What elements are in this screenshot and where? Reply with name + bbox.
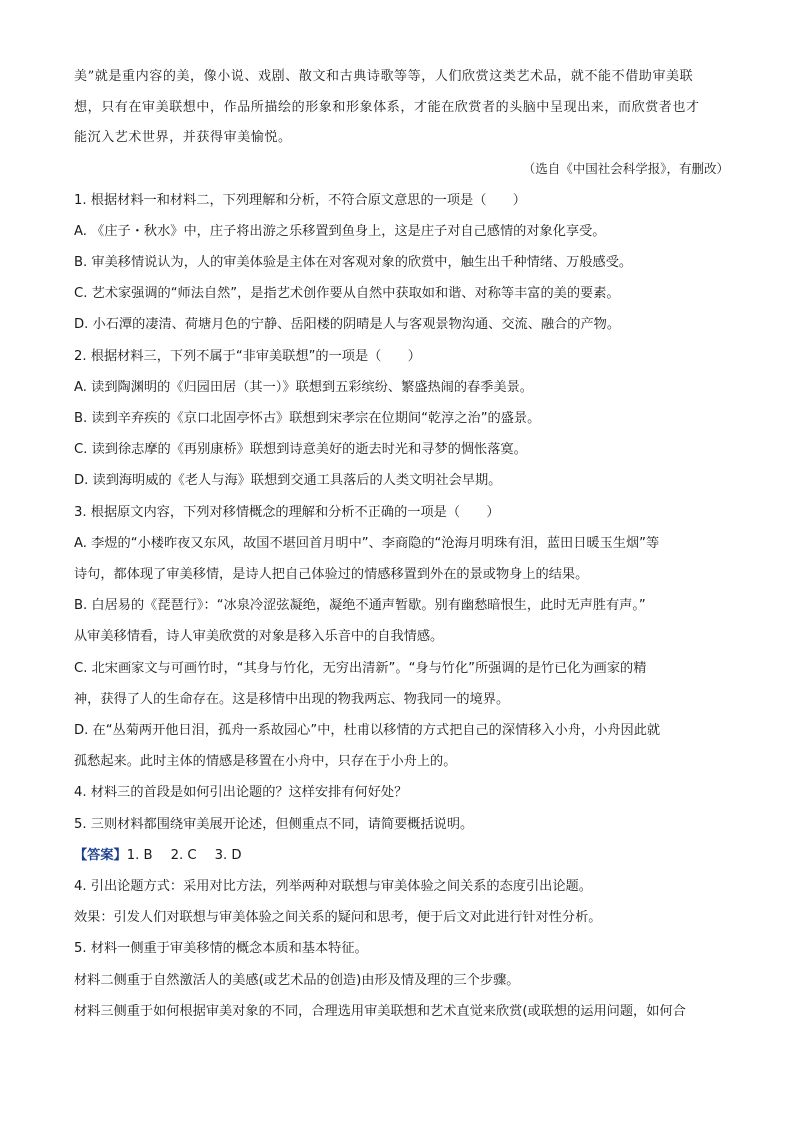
- questions: [74, 185, 724, 1027]
- answer-line: 效果：引发人们对联想与审美体验之间关系的疑问和思考，便于后文对此进行针对性分析。: [74, 910, 602, 926]
- question-stem: 3. 根据原文内容，下列对移情概念的理解和分析不正确的一项是（ ）: [74, 504, 500, 520]
- passage-line: 美”就是重内容的美，像小说、戏剧、散文和古典诗歌等等，人们欣赏这类艺术品，就不能不借助审美联: [74, 69, 694, 84]
- passage-line: 想，只有在审美联想中，作品所描绘的形象和形象体系，才能在欣赏者的头脑中呈现出来，而欣赏者也才: [74, 99, 700, 115]
- option-line: 神，获得了人的生命存在。这是移情中出现的物我两忘、物我同一的境界。: [74, 691, 510, 707]
- option-line: B. 审美移情说认为，人的审美体验是主体在对客观对象的欣赏中，触生出千种情绪、万般感受。: [74, 254, 633, 270]
- option-line: A. 李煜的“小楼昨夜又东风，故国不堪回首月明中”、李商隐的“沧海月明珠有泪，蓝田日暖玉生烟”等: [74, 535, 660, 551]
- answer-tag: 【答案】: [74, 847, 127, 863]
- question-stem: 5. 三则材料都围绕审美展开论述，但侧重点不同，请简要概括说明。: [74, 816, 474, 832]
- option-line: 诗句，都体现了审美移情，是诗人把自己体验过的情感移置到外在的景或物身上的结果。: [74, 566, 589, 582]
- passage-line: 能沉入艺术世界，并获得审美愉悦。: [74, 130, 292, 145]
- source-citation: （选自《中国社会科学报》，有删改）: [522, 160, 729, 176]
- answer-item: 1. B: [126, 847, 153, 863]
- option-line: A. 《庄子・秋水》中，庄子将出游之乐移置到鱼身上，这是庄子对自己感情的对象化享受。: [74, 223, 606, 239]
- option-line: C. 艺术家强调的“师法自然”，是指艺术创作要从自然中获取如和谐、对称等丰富的美的要素。: [74, 286, 620, 302]
- option-line: D. 小石潭的凄清、荷塘月色的宁静、岳阳楼的阴晴是人与客观景物沟通、交流、融合的产物。: [74, 317, 621, 333]
- answer-line: 4. 引出论题方式：采用对比方法，列举两种对联想与审美体验之间关系的态度引出论题。: [74, 878, 592, 894]
- answer-line: 5. 材料一侧重于审美移情的概念本质和基本特征。: [74, 941, 368, 957]
- option-line: B. 读到辛弃疾的《京口北固亭怀古》联想到宋孝宗在位期间“乾淳之治”的盛景。: [74, 410, 541, 426]
- answer-item: 2. C: [170, 847, 197, 863]
- passage: [74, 62, 724, 154]
- option-line: C. 读到徐志摩的《再别康桥》联想到诗意美好的逝去时光和寻梦的惆怅落寞。: [74, 442, 527, 458]
- option-line: 孤愁起来。此时主体的情感是移置在小舟中，只存在于小舟上的。: [74, 754, 457, 770]
- document-page: [74, 62, 729, 1027]
- option-line: 从审美移情看，诗人审美欣赏的对象是移入乐音中的自我情感。: [74, 629, 444, 645]
- answer-item: 3. D: [214, 847, 242, 863]
- question-stem: 4. 材料三的首段是如何引出论题的？这样安排有何好处？: [74, 785, 408, 801]
- question-stem: 2. 根据材料三，下列不属于“非审美联想”的一项是（ ）: [74, 348, 421, 364]
- option-line: D. 读到海明威的《老人与海》联想到交通工具落后的人类文明社会早期。: [74, 473, 502, 489]
- option-line: C. 北宋画家文与可画竹时，“其身与竹化，无穷出清新”。“身与竹化”所强调的是竹已化为画家的精: [74, 660, 647, 676]
- question-stem: 1. 根据材料一和材料二，下列理解和分析，不符合原文意思的一项是（ ）: [74, 192, 526, 208]
- option-line: B. 白居易的《琵琶行》：“冰泉冷涩弦凝绝，凝绝不通声暂歇。别有幽愁暗恨生，此时无声胜有声。”: [74, 598, 646, 614]
- answer-line: 材料二侧重于自然激活人的美感(或艺术品的创造)由形及情及理的三个步骤。: [74, 972, 520, 988]
- answer-line: 材料三侧重于如何根据审美对象的不同，合理选用审美联想和艺术直觉来欣赏(或联想的运用问题，如何合: [74, 1003, 686, 1019]
- answer-summary: [74, 840, 724, 871]
- option-line: D. 在“丛菊两开他日泪，孤舟一系故园心”中，杜甫以移情的方式把自己的深情移入小舟，小舟因此就: [74, 722, 661, 738]
- option-line: A. 读到陶渊明的《归园田居（其一）》联想到五彩缤纷、繁盛热闹的春季美景。: [74, 379, 533, 395]
